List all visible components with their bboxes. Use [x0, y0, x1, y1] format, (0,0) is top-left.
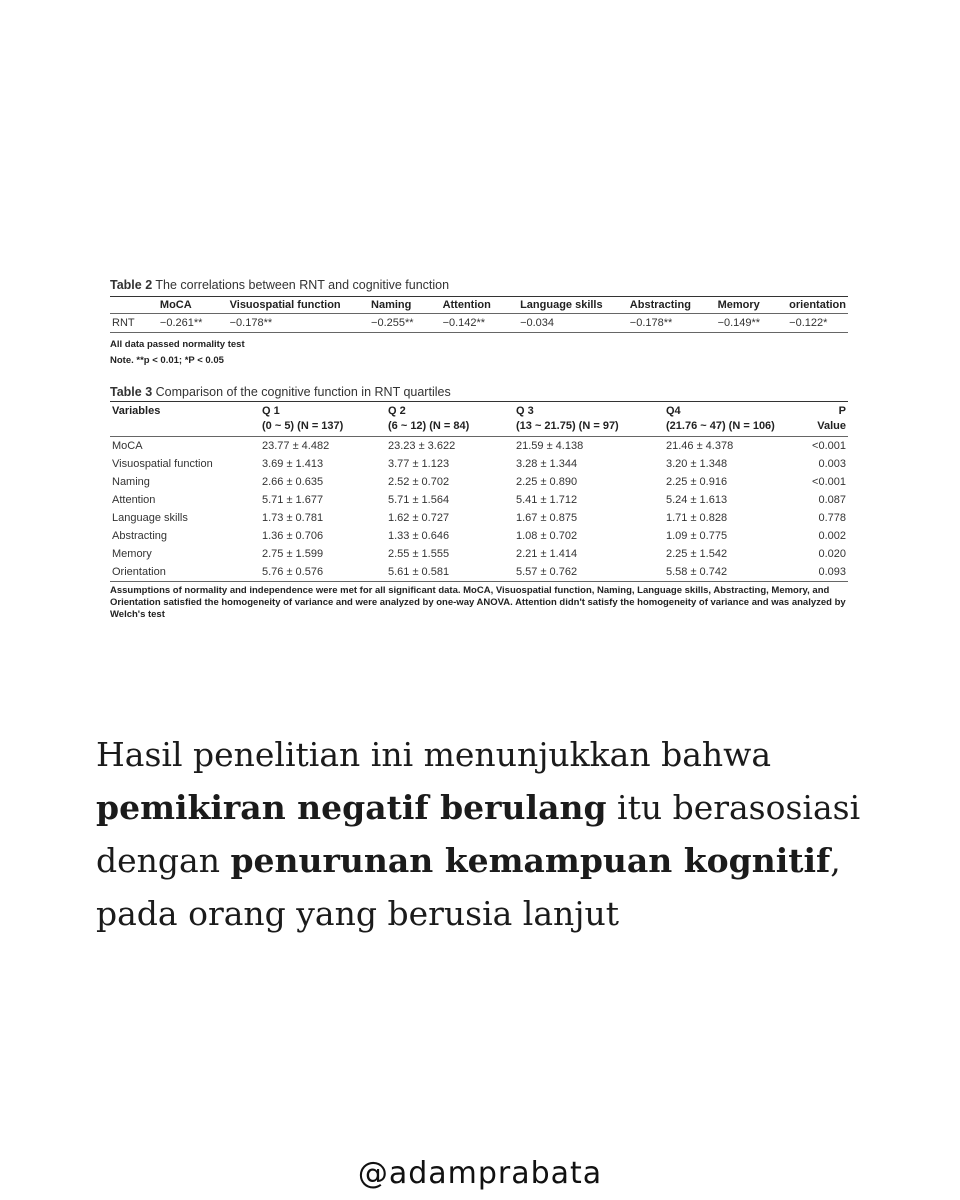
table2-header-cell: MoCA: [159, 299, 192, 311]
table3-cell: 2.25 ± 1.542: [666, 548, 728, 560]
table3-cell: Orientation: [112, 566, 166, 578]
table3-header-cell: Variables: [112, 405, 161, 417]
table-row: [110, 314, 848, 333]
caption-bold-phrase: pemikiran negatif berulang: [96, 788, 607, 827]
table-row: [110, 509, 848, 527]
table2-cell: −0.261**: [159, 317, 203, 329]
table3-caption: [110, 385, 848, 399]
table3-cell: 1.67 ± 0.875: [516, 512, 578, 524]
table-row: [110, 473, 848, 491]
table2-title: The correlations between RNT and cognitive function: [155, 278, 450, 292]
caption-line: pada orang yang berusia lanjut: [96, 894, 620, 933]
table2: [110, 296, 848, 333]
table3-cell: 1.09 ± 0.775: [666, 530, 728, 542]
table3-label: Table 3: [110, 385, 153, 399]
caption-bold-phrase: penurunan kemampuan kognitif: [230, 841, 831, 880]
table3-cell: Visuospatial function: [112, 458, 213, 470]
table3-cell: 21.59 ± 4.138: [516, 440, 584, 452]
table3-cell: 0.093: [818, 566, 846, 578]
table2-label: Table 2: [110, 278, 153, 292]
table3-cell: 3.28 ± 1.344: [516, 458, 578, 470]
table3-cell: 2.55 ± 1.555: [388, 548, 450, 560]
table3-body: [110, 437, 848, 582]
table3-cell: 1.33 ± 0.646: [388, 530, 450, 542]
table3-cell: 2.25 ± 0.916: [666, 476, 728, 488]
table3-header-row: [110, 402, 848, 437]
author-handle: @adamprabata: [357, 1156, 603, 1191]
table2-header-cell: Naming: [371, 299, 412, 311]
table2-header-cell: Visuospatial function: [229, 299, 341, 311]
table2-cell: −0.255**: [371, 317, 414, 329]
caption-line: Hasil penelitian ini menunjukkan bahwa: [96, 735, 772, 774]
table3-cell: 3.69 ± 1.413: [262, 458, 324, 470]
table3-cell: 5.71 ± 1.677: [262, 494, 324, 506]
table3-cell: 23.23 ± 3.622: [388, 440, 456, 452]
table2-cell: −0.122*: [789, 317, 828, 329]
table3-cell: 1.36 ± 0.706: [262, 530, 324, 542]
table2-cell: RNT: [112, 317, 135, 329]
table3-cell: 5.57 ± 0.762: [516, 566, 578, 578]
table3-cell: 2.52 ± 0.702: [388, 476, 450, 488]
table3-cell: 2.66 ± 0.635: [262, 476, 324, 488]
table-row: [110, 491, 848, 509]
table2-cell: −0.149**: [717, 317, 761, 329]
table2-caption: [110, 278, 848, 292]
table2-header-cell: orientation: [789, 299, 846, 311]
table-row: [110, 437, 848, 456]
table3-cell: 2.21 ± 1.414: [516, 548, 578, 560]
caption-line: pemikiran negatif berulang itu berasosiasi: [96, 788, 861, 827]
table3-cell: Memory: [112, 548, 152, 560]
table3-cell: 3.77 ± 1.123: [388, 458, 450, 470]
table3-cell: 0.002: [818, 530, 846, 542]
table3-title: Comparison of the cognitive function in RNT quartiles: [155, 385, 451, 399]
table-row: [110, 545, 848, 563]
table3-cell: <0.001: [812, 440, 846, 452]
table-row: [110, 455, 848, 473]
table3-cell: 2.75 ± 1.599: [262, 548, 324, 560]
table3-cell: Abstracting: [112, 530, 168, 542]
caption-paragraph: [96, 728, 896, 940]
table3-footnote: Assumptions of normality and independence were met for all significant data. MoCA, Visuospatial function, Naming, Language skills, Abstracting, Memory, and Orientation satisfied the homogeneity of variance and were analyzed by one-way ANOVA. Attention didn't satisfy the homogeneity of variance and was analyzed by Welch's test: [110, 585, 846, 620]
table3-header-cell: Q 2 (6 ~ 12) (N = 84): [388, 405, 470, 432]
table3-cell: 3.20 ± 1.348: [666, 458, 728, 470]
table3-cell: 1.08 ± 0.702: [516, 530, 578, 542]
table3-cell: 5.61 ± 0.581: [388, 566, 450, 578]
table3-cell: 1.62 ± 0.727: [388, 512, 450, 524]
table3-cell: 23.77 ± 4.482: [262, 440, 330, 452]
table3: [110, 401, 848, 582]
tables-image: [110, 278, 848, 621]
table3-cell: 0.020: [818, 548, 846, 560]
table3-header-cell: Q4 (21.76 ~ 47) (N = 106): [666, 405, 775, 432]
table2-note-significance: Note. **p < 0.01; *P < 0.05: [110, 355, 224, 366]
table3-cell: 5.58 ± 0.742: [666, 566, 728, 578]
table3-cell: 5.71 ± 1.564: [388, 494, 450, 506]
table2-cell: −0.034: [520, 317, 555, 329]
table2-header-cell: Attention: [442, 299, 491, 311]
table3-cell: Language skills: [112, 512, 188, 524]
table2-header-cell: [110, 297, 158, 314]
table3-cell: 0.003: [818, 458, 846, 470]
table3-cell: 5.24 ± 1.613: [666, 494, 728, 506]
table2-cell: −0.178**: [629, 317, 673, 329]
table3-cell: Attention: [112, 494, 156, 506]
table3-header-cell: Q 1 (0 ~ 5) (N = 137): [262, 405, 344, 432]
table3-cell: MoCA: [112, 440, 143, 452]
table3-cell: Naming: [112, 476, 150, 488]
table3-cell: 0.778: [818, 512, 846, 524]
table2-cell: −0.178**: [229, 317, 273, 329]
table2-header-cell: Language skills: [520, 299, 603, 311]
table3-cell: 1.71 ± 0.828: [666, 512, 728, 524]
table2-header-row: [110, 297, 848, 314]
caption-line: dengan penurunan kemampuan kognitif,: [96, 841, 841, 880]
table3-header-cell: P Value: [817, 405, 846, 432]
table2-notes: [110, 337, 848, 369]
table3-cell: 5.41 ± 1.712: [516, 494, 578, 506]
table3-cell: 21.46 ± 4.378: [666, 440, 734, 452]
table2-header-cell: Abstracting: [629, 299, 691, 311]
table3-cell: 0.087: [818, 494, 846, 506]
table3-cell: 5.76 ± 0.576: [262, 566, 324, 578]
table2-note-normality: All data passed normality test: [110, 339, 245, 350]
table-row: [110, 527, 848, 545]
table3-cell: 1.73 ± 0.781: [262, 512, 324, 524]
table-row: [110, 563, 848, 582]
table3-cell: 2.25 ± 0.890: [516, 476, 578, 488]
table3-cell: <0.001: [812, 476, 846, 488]
table2-header-cell: Memory: [717, 299, 760, 311]
table2-cell: −0.142**: [442, 317, 486, 329]
table3-header-cell: Q 3 (13 ~ 21.75) (N = 97): [516, 405, 619, 432]
